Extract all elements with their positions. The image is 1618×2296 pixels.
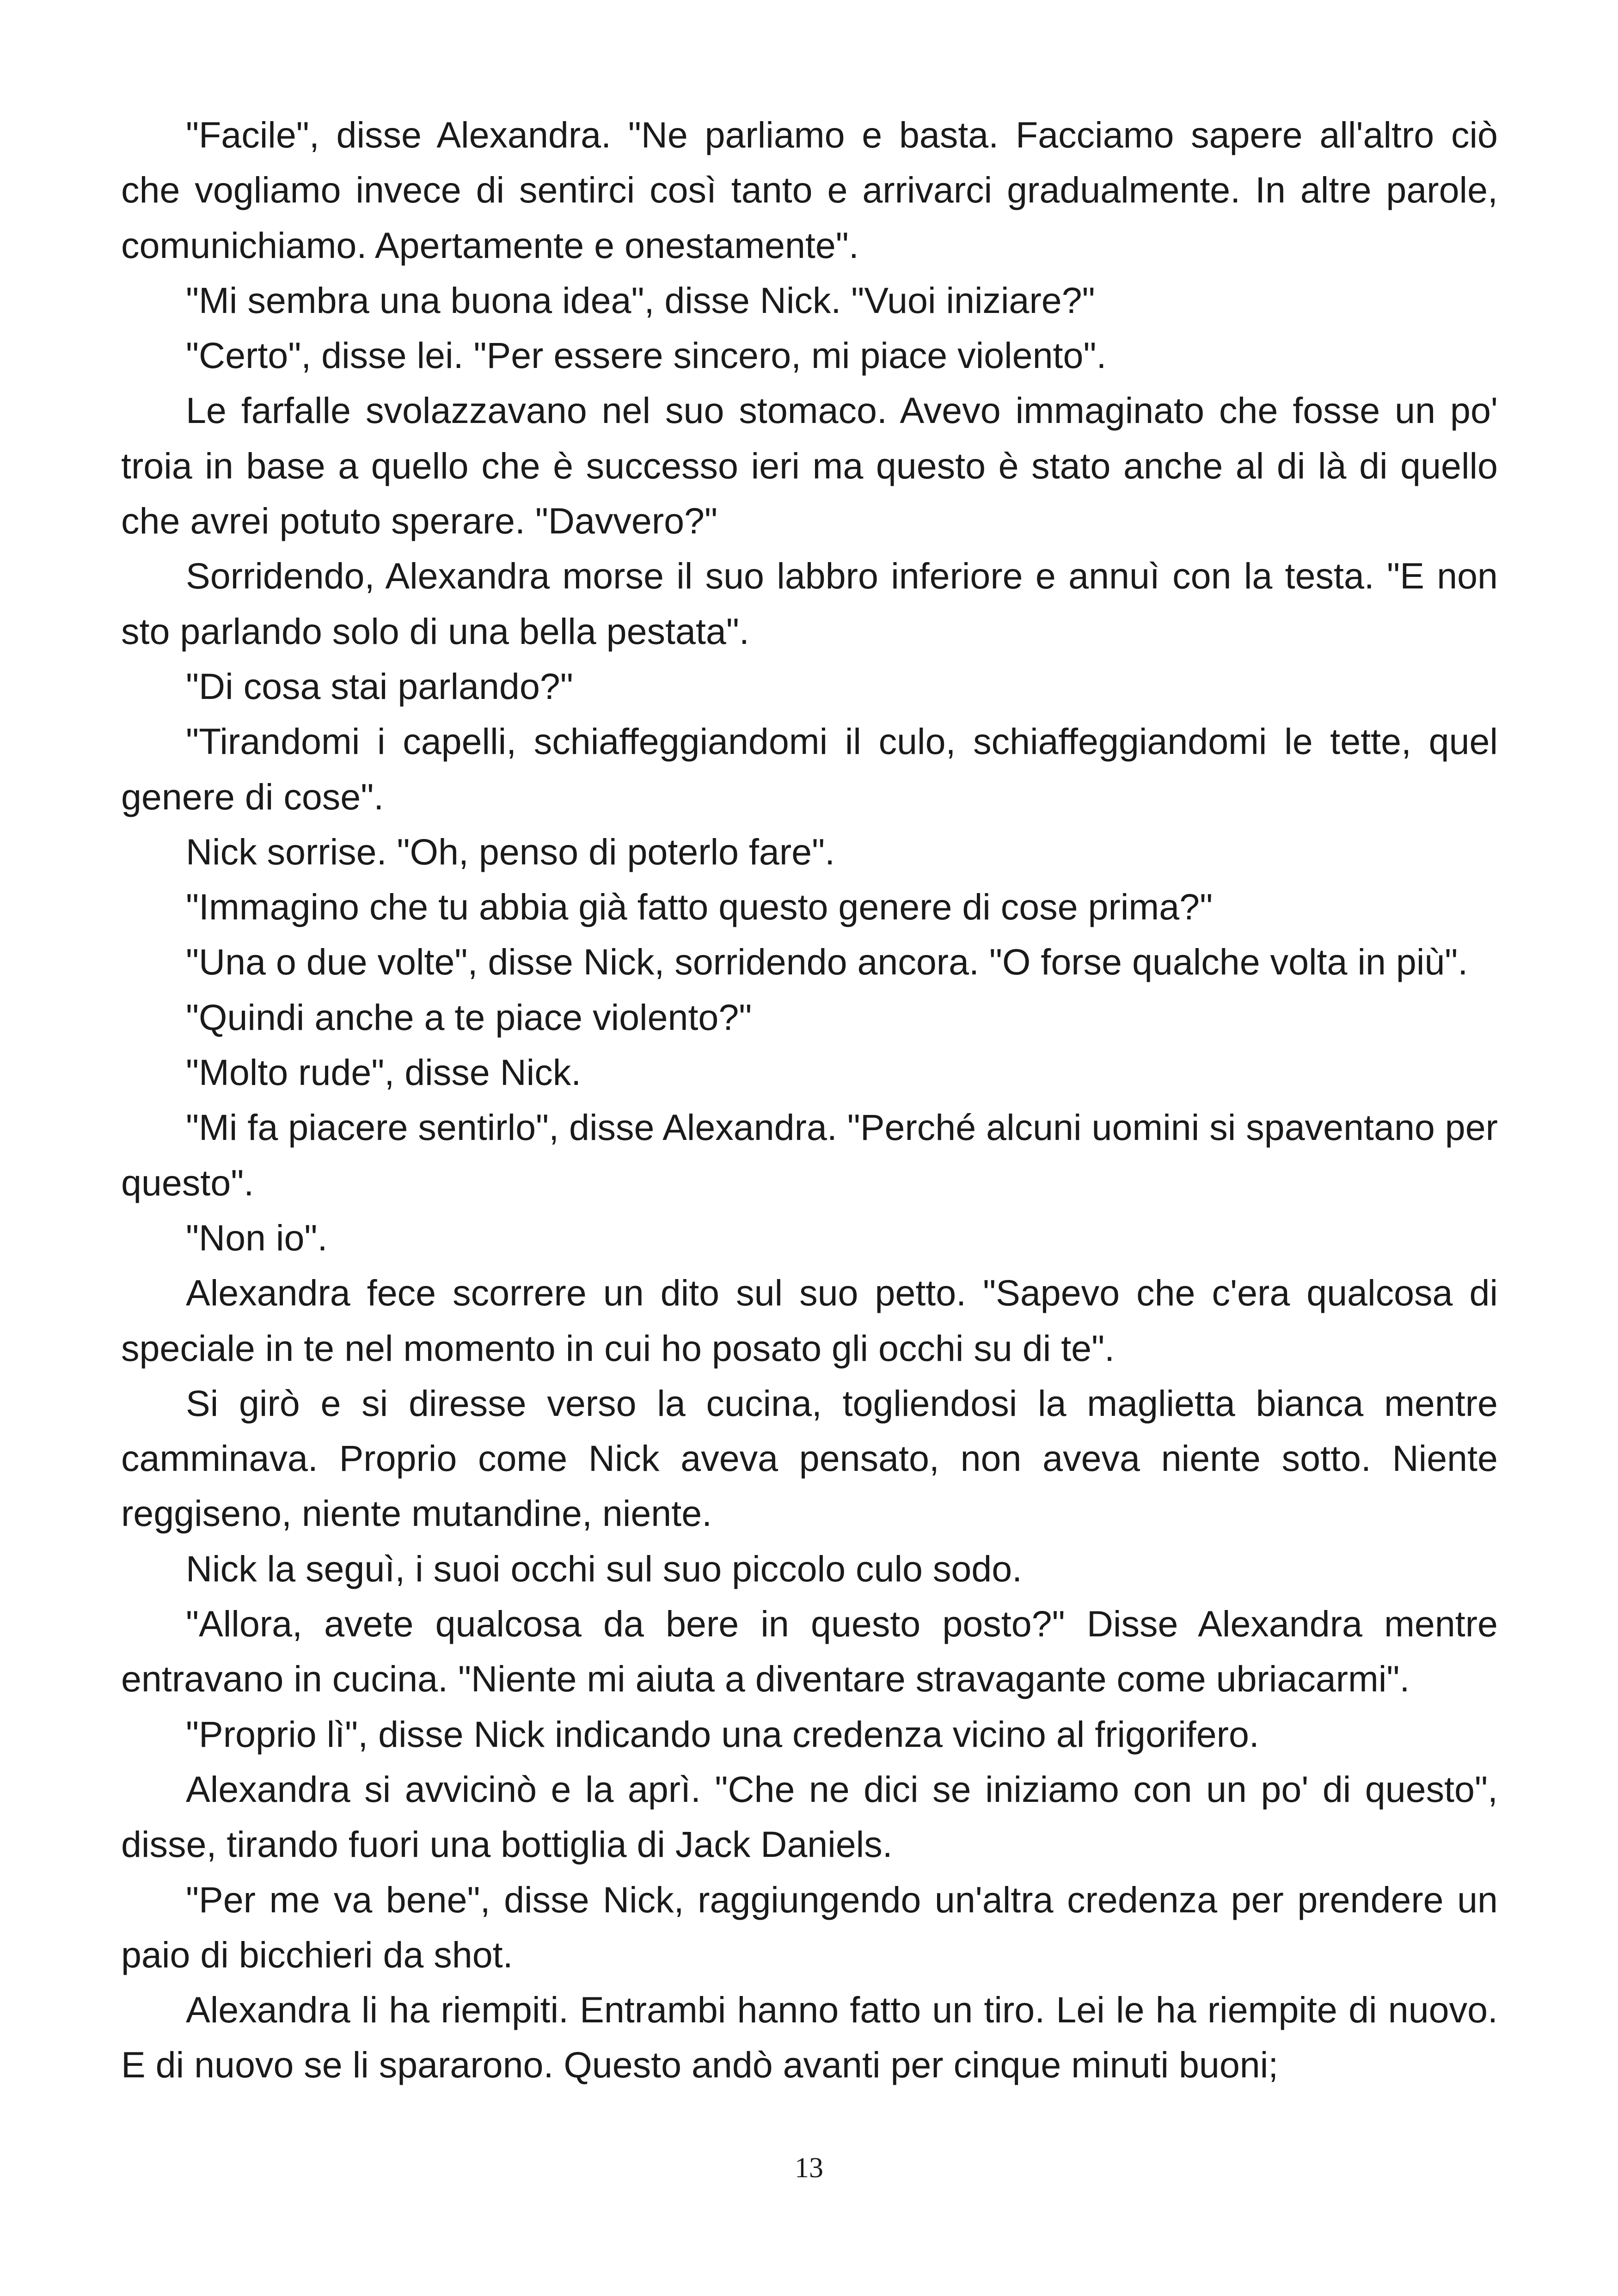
paragraph: "Una o due volte", disse Nick, sorridendo ancora. "O forse qualche volta in più".	[186, 941, 1468, 983]
paragraph: "Immagino che tu abbia già fatto questo genere di cose prima?"	[186, 886, 1213, 928]
paragraph: "Di cosa stai parlando?"	[186, 665, 573, 707]
page-number: 13	[795, 2152, 823, 2184]
paragraph: "Facile", disse Alexandra. "Ne parliamo e basta. Facciamo sapere all'altro ciò che vogliamo invece di sentirci così tanto e arrivarci gradualmente. In altre parole, comunichiamo. Apertamente e onestamente".	[121, 114, 1498, 266]
paragraph: Nick la seguì, i suoi occhi sul suo piccolo culo sodo.	[186, 1548, 1023, 1589]
paragraph: "Quindi anche a te piace violento?"	[186, 996, 752, 1038]
paragraph: Alexandra fece scorrere un dito sul suo petto. "Sapevo che c'era qualcosa di speciale in te nel momento in cui ho posato gli occhi su di te".	[121, 1272, 1498, 1369]
paragraph: Si girò e si diresse verso la cucina, togliendosi la maglietta bianca mentre camminava. Proprio come Nick aveva pensato, non aveva niente sotto. Niente reggiseno, niente mutandine, niente.	[121, 1382, 1498, 1534]
paragraph: "Per me va bene", disse Nick, raggiungendo un'altra credenza per prendere un paio di bicchieri da shot.	[121, 1879, 1498, 1975]
body-text	[121, 107, 1498, 2093]
paragraph: "Certo", disse lei. "Per essere sincero, mi piace violento".	[186, 335, 1107, 376]
paragraph: "Non io".	[186, 1217, 328, 1258]
paragraph: "Tirandomi i capelli, schiaffeggiandomi il culo, schiaffeggiandomi le tette, quel genere di cose".	[121, 721, 1498, 817]
paragraph: "Mi fa piacere sentirlo", disse Alexandra. "Perché alcuni uomini si spaventano per questo".	[121, 1107, 1498, 1203]
paragraph: Nick sorrise. "Oh, penso di poterlo fare".	[186, 831, 835, 872]
paragraph: "Allora, avete qualcosa da bere in questo posto?" Disse Alexandra mentre entravano in cucina. "Niente mi aiuta a diventare stravagante come ubriacarmi".	[121, 1603, 1498, 1700]
paragraph: "Proprio lì", disse Nick indicando una credenza vicino al frigorifero.	[186, 1713, 1259, 1755]
paragraph: Sorridendo, Alexandra morse il suo labbro inferiore e annuì con la testa. "E non sto parlando solo di una bella pestata".	[121, 555, 1498, 652]
paragraph: Alexandra li ha riempiti. Entrambi hanno fatto un tiro. Lei le ha riempite di nuovo. E di nuovo se li spararono. Questo andò avanti per cinque minuti buoni;	[121, 1989, 1498, 2086]
paragraph: "Mi sembra una buona idea", disse Nick. "Vuoi iniziare?"	[186, 279, 1095, 321]
paragraph: Alexandra si avvicinò e la aprì. "Che ne dici se iniziamo con un po' di questo", disse, tirando fuori una bottiglia di Jack Daniels.	[121, 1768, 1498, 1865]
paragraph: Le farfalle svolazzavano nel suo stomaco. Avevo immaginato che fosse un po' troia in base a quello che è successo ieri ma questo è stato anche al di là di quello che avrei potuto sperare. "Davvero?"	[121, 390, 1498, 542]
paragraph: "Molto rude", disse Nick.	[186, 1052, 582, 1093]
